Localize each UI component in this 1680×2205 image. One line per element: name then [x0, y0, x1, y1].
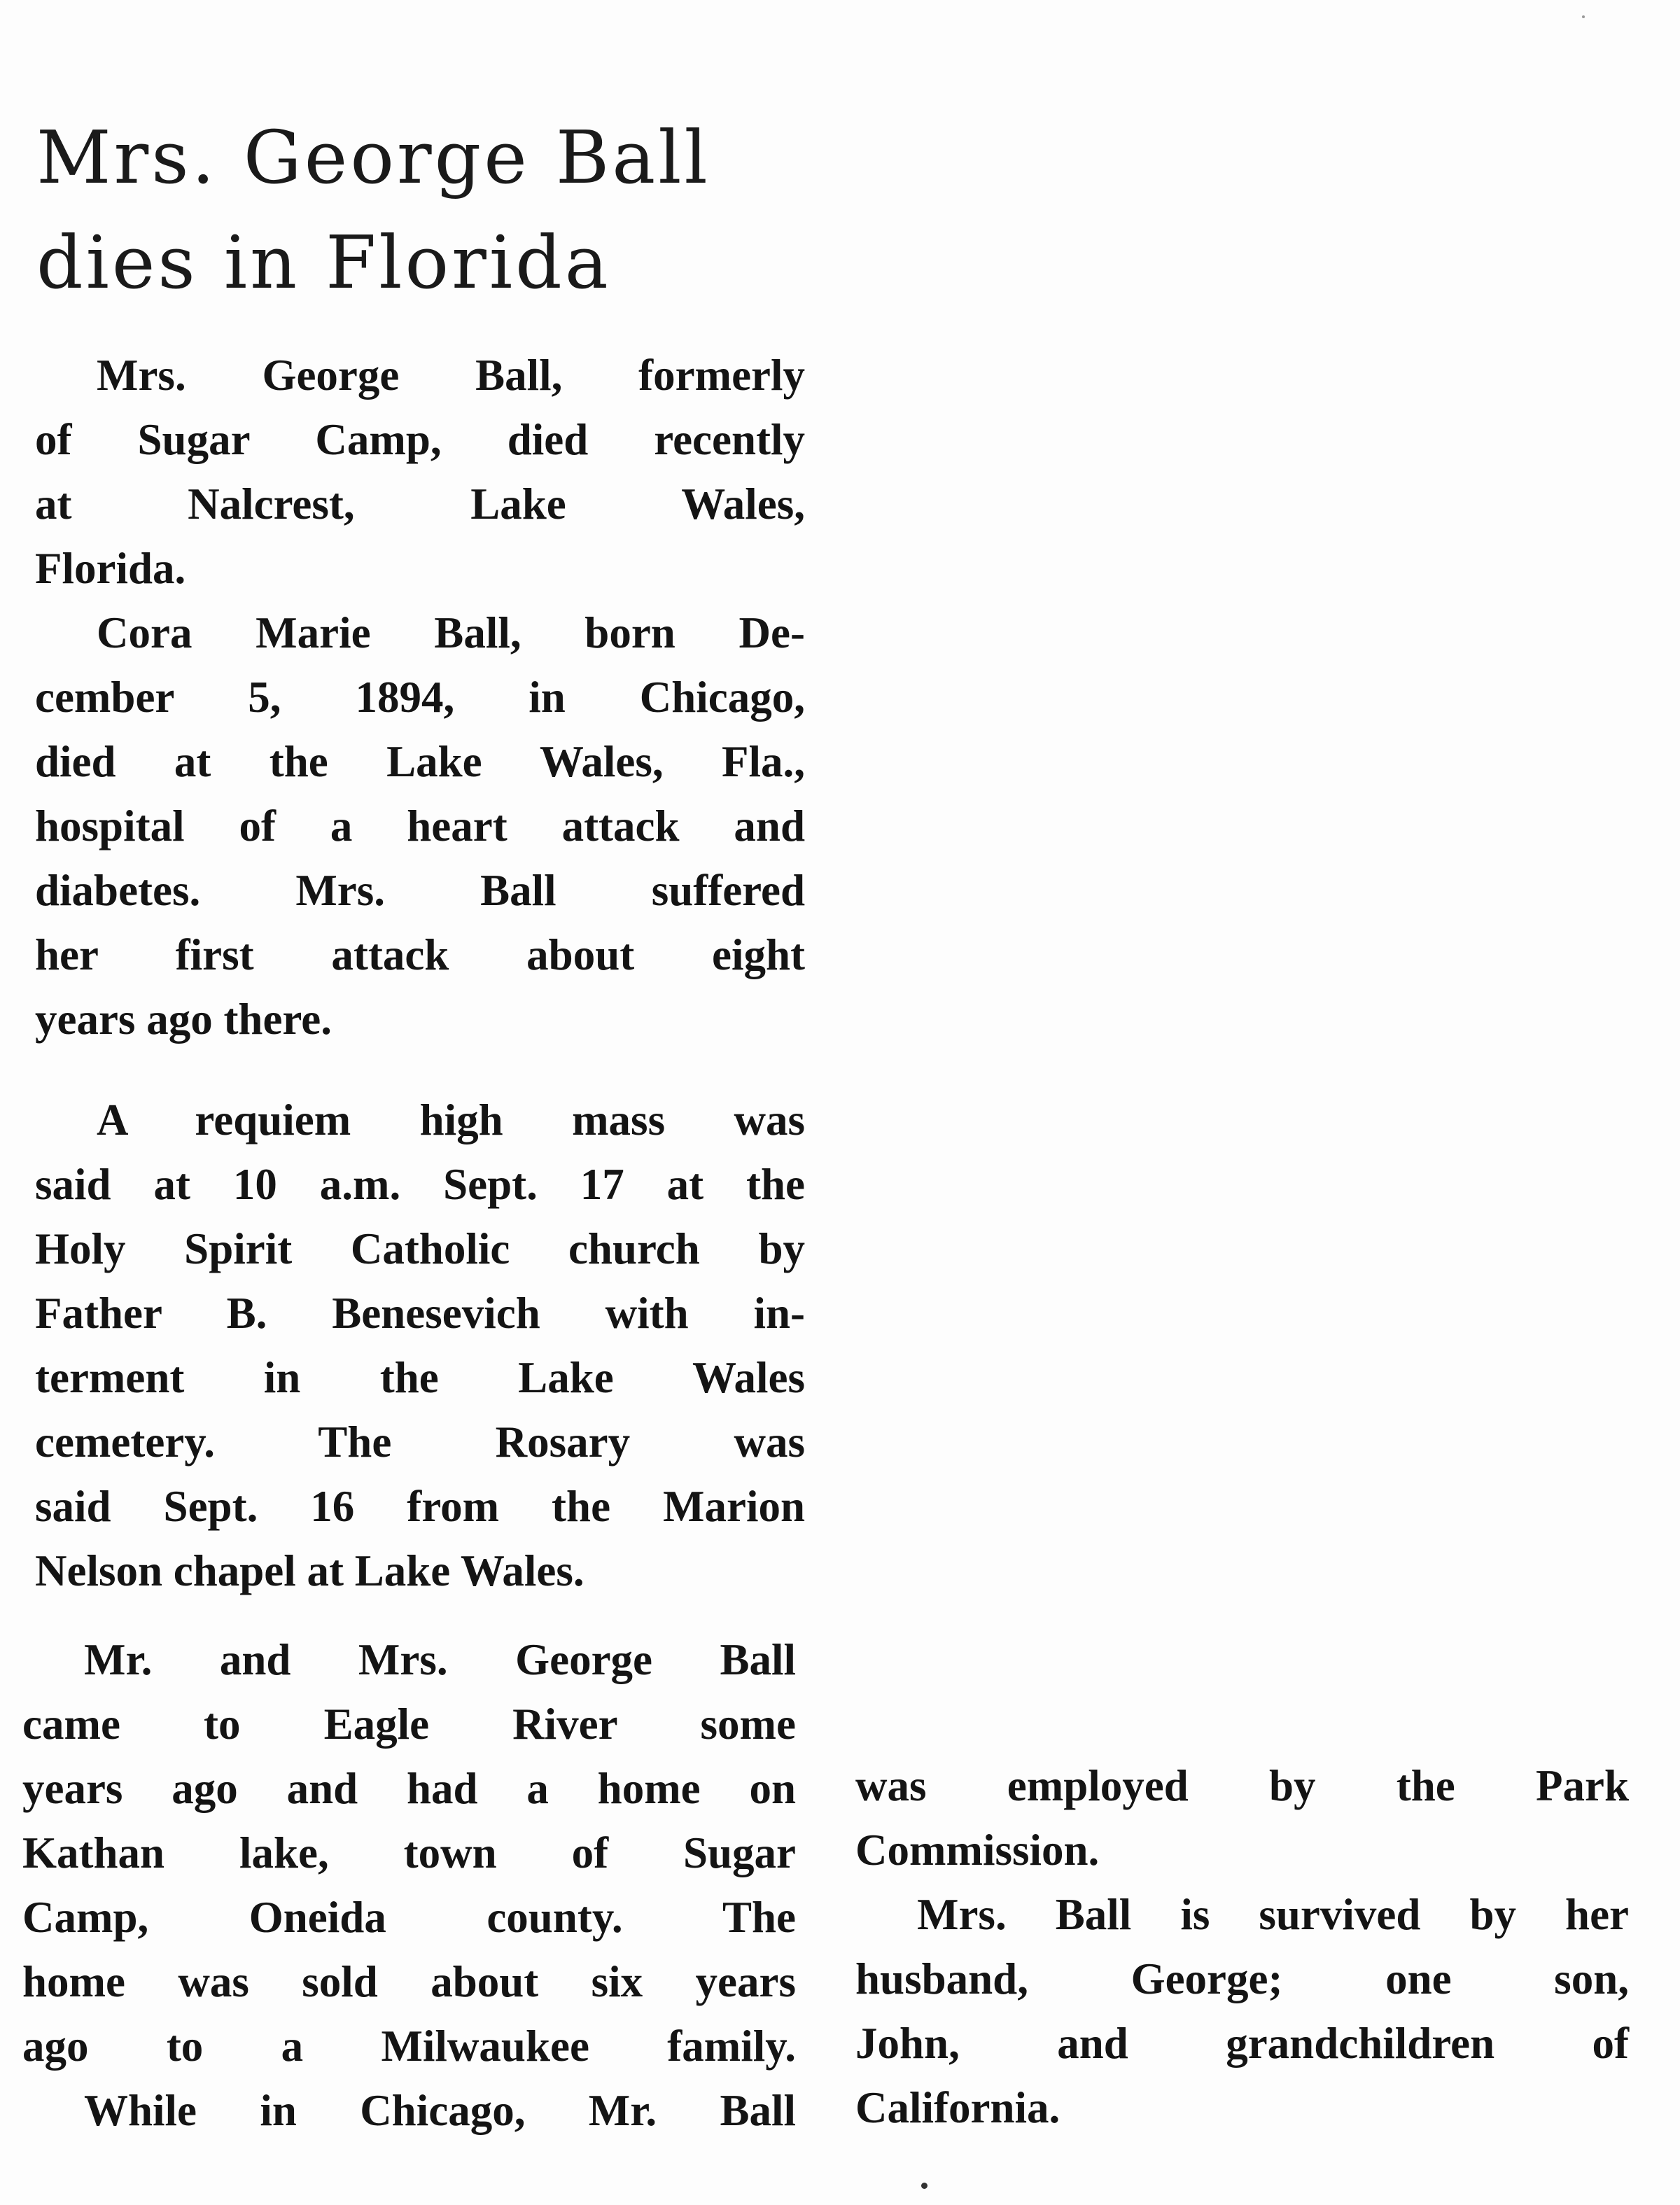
- text-line: came to Eagle River some: [22, 1700, 796, 1749]
- text-line: Commission.: [855, 1826, 1100, 1875]
- text-line: died at the Lake Wales, Fla.,: [35, 737, 805, 786]
- text-line: diabetes. Mrs. Ball suffered: [35, 866, 805, 915]
- text-line: Mrs. Ball is survived by her: [917, 1890, 1629, 1939]
- text-line: years ago there.: [35, 995, 332, 1044]
- text-line: hospital of a heart attack and: [35, 802, 805, 850]
- text-line: Florida.: [35, 544, 186, 593]
- text-line: A requiem high mass was: [97, 1096, 805, 1144]
- headline-line: Mrs. George Ball: [36, 115, 710, 200]
- text-line: was employed by the Park: [855, 1761, 1629, 1810]
- text-line: While in Chicago, Mr. Ball: [84, 2086, 796, 2135]
- paragraph-3: [35, 1088, 805, 1603]
- paragraph-5-start: [22, 2078, 796, 2143]
- paragraph-2: [35, 601, 805, 1051]
- paragraph-1: [35, 343, 805, 601]
- text-line: Cora Marie Ball, born De-: [97, 608, 805, 657]
- text-line: said Sept. 16 from the Marion: [35, 1482, 805, 1531]
- text-line: Kathan lake, town of Sugar: [22, 1828, 796, 1877]
- text-line: Nelson chapel at Lake Wales.: [35, 1546, 584, 1595]
- headline: [36, 105, 841, 315]
- text-line: John, and grandchildren of: [855, 2019, 1629, 2068]
- text-line: cemetery. The Rosary was: [35, 1418, 805, 1466]
- text-line: of Sugar Camp, died recently: [35, 415, 805, 464]
- text-line: Mr. and Mrs. George Ball: [84, 1635, 796, 1684]
- text-line: husband, George; one son,: [855, 1954, 1629, 2003]
- text-line: Holy Spirit Catholic church by: [35, 1224, 805, 1273]
- text-line: terment in the Lake Wales: [35, 1353, 805, 1402]
- text-line: at Nalcrest, Lake Wales,: [35, 479, 805, 528]
- text-line: Mrs. George Ball, formerly: [97, 351, 805, 400]
- print-speck: [1582, 15, 1585, 18]
- text-line: said at 10 a.m. Sept. 17 at the: [35, 1160, 805, 1209]
- paragraph-5-end: [855, 1754, 1629, 1882]
- text-line: home was sold about six years: [22, 1957, 796, 2006]
- headline-line: dies in Florida: [36, 220, 611, 305]
- text-line: ago to a Milwaukee family.: [22, 2022, 796, 2071]
- column-left-lower: [22, 1628, 796, 2143]
- text-line: California.: [855, 2083, 1060, 2132]
- text-line: Father B. Benesevich with in-: [35, 1289, 805, 1338]
- paragraph-6: [855, 1882, 1629, 2140]
- print-speck: [921, 2183, 927, 2189]
- text-line: Camp, Oneida county. The: [22, 1893, 796, 1942]
- text-line: years ago and had a home on: [22, 1764, 796, 1813]
- column-left-upper: [35, 343, 805, 1603]
- text-line: cember 5, 1894, in Chicago,: [35, 673, 805, 722]
- column-right: [855, 1754, 1629, 2140]
- paragraph-4: [22, 1628, 796, 2078]
- text-line: her first attack about eight: [35, 930, 805, 979]
